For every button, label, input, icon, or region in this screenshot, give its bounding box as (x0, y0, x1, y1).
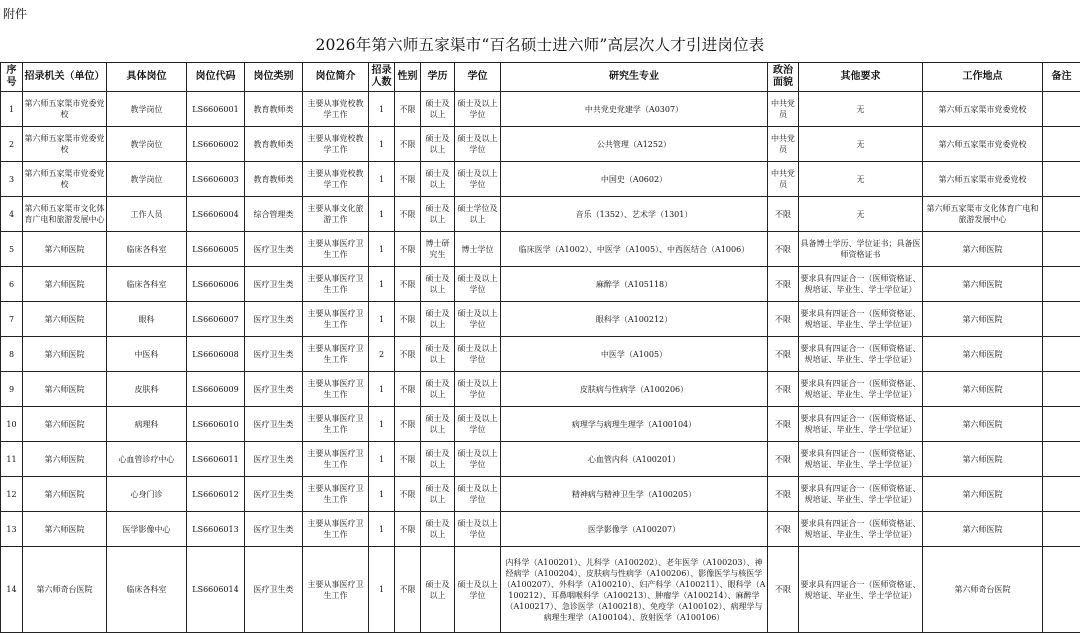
table-row (1, 512, 1080, 547)
column-header: 招录人数 (369, 63, 395, 92)
major-cell: 中国史（A0602） (501, 162, 768, 197)
position-cell: 眼科 (107, 302, 187, 337)
major-cell: 临床医学（A1002）、中医学（A1005）、中西医结合（A1006） (501, 232, 768, 267)
remarks-cell (1043, 127, 1080, 162)
requirements-cell: 无 (799, 92, 923, 127)
major-cell: 病理学与病理生理学（A100104） (501, 407, 768, 442)
political-cell: 中共党员 (768, 127, 799, 162)
table-row (1, 127, 1080, 162)
education-cell: 硕士及以上 (421, 372, 455, 407)
position-cell: 临床各科室 (107, 547, 187, 633)
remarks-cell (1043, 372, 1080, 407)
degree-cell: 硕士及以上学位 (455, 442, 501, 477)
agency-cell: 第六师医院 (23, 407, 107, 442)
table-row (1, 442, 1080, 477)
table-row (1, 162, 1080, 197)
category-cell: 教育教师类 (245, 127, 303, 162)
intro-cell: 主要从事党校教学工作 (303, 162, 369, 197)
remarks-cell (1043, 197, 1080, 232)
agency-cell: 第六师五家渠市文化体育广电和旅游发展中心 (23, 197, 107, 232)
count-cell: 1 (369, 267, 395, 302)
serial-cell: 8 (1, 337, 23, 372)
attachment-label: 附件 (3, 7, 28, 21)
degree-cell: 硕士及以上学位 (455, 337, 501, 372)
remarks-cell (1043, 267, 1080, 302)
gender-cell: 不限 (395, 337, 421, 372)
political-cell: 不限 (768, 547, 799, 633)
count-cell: 1 (369, 162, 395, 197)
table-row (1, 477, 1080, 512)
table-row (1, 547, 1080, 633)
remarks-cell (1043, 547, 1080, 633)
degree-cell: 硕士及以上学位 (455, 547, 501, 633)
degree-cell: 硕士及以上学位 (455, 92, 501, 127)
intro-cell: 主要从事医疗卫生工作 (303, 547, 369, 633)
gender-cell: 不限 (395, 92, 421, 127)
major-cell: 心血管内科（A100201） (501, 442, 768, 477)
education-cell: 硕士及以上 (421, 407, 455, 442)
major-cell: 眼科学（A100212） (501, 302, 768, 337)
requirements-cell: 无 (799, 127, 923, 162)
count-cell: 1 (369, 477, 395, 512)
position-cell: 工作人员 (107, 197, 187, 232)
agency-cell: 第六师医院 (23, 442, 107, 477)
count-cell: 1 (369, 197, 395, 232)
political-cell: 不限 (768, 372, 799, 407)
category-cell: 医疗卫生类 (245, 547, 303, 633)
remarks-cell (1043, 302, 1080, 337)
degree-cell: 硕士及以上学位 (455, 267, 501, 302)
remarks-cell (1043, 477, 1080, 512)
requirements-cell: 要求具有四证合一（医师资格证、规培证、毕业生、学士学位证） (799, 442, 923, 477)
education-cell: 硕士及以上 (421, 302, 455, 337)
table-row (1, 337, 1080, 372)
serial-cell: 11 (1, 442, 23, 477)
remarks-cell (1043, 442, 1080, 477)
agency-cell: 第六师医院 (23, 232, 107, 267)
political-cell: 不限 (768, 302, 799, 337)
serial-cell: 7 (1, 302, 23, 337)
degree-cell: 硕士及以上学位 (455, 162, 501, 197)
count-cell: 1 (369, 547, 395, 633)
agency-cell: 第六师奇台医院 (23, 547, 107, 633)
major-cell: 皮肤病与性病学（A100206） (501, 372, 768, 407)
table-row (1, 302, 1080, 337)
code-cell: LS6606006 (187, 267, 245, 302)
category-cell: 医疗卫生类 (245, 337, 303, 372)
column-header: 岗位代码 (187, 63, 245, 92)
table-row (1, 92, 1080, 127)
category-cell: 医疗卫生类 (245, 267, 303, 302)
column-header: 研究生专业 (501, 63, 768, 92)
code-cell: LS6606003 (187, 162, 245, 197)
remarks-cell (1043, 162, 1080, 197)
agency-cell: 第六师医院 (23, 337, 107, 372)
count-cell: 1 (369, 372, 395, 407)
education-cell: 硕士及以上 (421, 197, 455, 232)
major-cell: 音乐（1352）、艺术学（1301） (501, 197, 768, 232)
location-cell: 第六师医院 (923, 477, 1043, 512)
position-cell: 心身门诊 (107, 477, 187, 512)
agency-cell: 第六师医院 (23, 372, 107, 407)
major-cell: 中共党史党建学（A0307） (501, 92, 768, 127)
location-cell: 第六师医院 (923, 232, 1043, 267)
position-cell: 临床各科室 (107, 232, 187, 267)
major-cell: 麻醉学（A105118） (501, 267, 768, 302)
category-cell: 医疗卫生类 (245, 372, 303, 407)
remarks-cell (1043, 512, 1080, 547)
agency-cell: 第六师五家渠市党委党校 (23, 92, 107, 127)
gender-cell: 不限 (395, 232, 421, 267)
location-cell: 第六师医院 (923, 407, 1043, 442)
serial-cell: 12 (1, 477, 23, 512)
intro-cell: 主要从事医疗卫生工作 (303, 372, 369, 407)
location-cell: 第六师五家渠市党委党校 (923, 162, 1043, 197)
position-cell: 心血管诊疗中心 (107, 442, 187, 477)
education-cell: 硕士及以上 (421, 512, 455, 547)
political-cell: 不限 (768, 232, 799, 267)
requirements-cell: 具备博士学历、学位证书；具备医师资格证书 (799, 232, 923, 267)
document-title: 2026年第六师五家渠市“百名硕士进六师”高层次人才引进岗位表 (315, 36, 765, 54)
serial-cell: 14 (1, 547, 23, 633)
count-cell: 1 (369, 232, 395, 267)
intro-cell: 主要从事医疗卫生工作 (303, 442, 369, 477)
column-header: 政治面貌 (768, 63, 799, 92)
major-cell: 中医学（A1005） (501, 337, 768, 372)
major-cell: 公共管理（A1252） (501, 127, 768, 162)
requirements-cell: 要求具有四证合一（医师资格证、规培证、毕业生、学士学位证） (799, 337, 923, 372)
location-cell: 第六师奇台医院 (923, 547, 1043, 633)
serial-cell: 6 (1, 267, 23, 302)
degree-cell: 硕士及以上学位 (455, 407, 501, 442)
code-cell: LS6606005 (187, 232, 245, 267)
serial-cell: 9 (1, 372, 23, 407)
category-cell: 教育教师类 (245, 92, 303, 127)
position-cell: 教学岗位 (107, 127, 187, 162)
count-cell: 1 (369, 442, 395, 477)
location-cell: 第六师五家渠市文化体育广电和旅游发展中心 (923, 197, 1043, 232)
remarks-cell (1043, 92, 1080, 127)
remarks-cell (1043, 407, 1080, 442)
education-cell: 硕士及以上 (421, 547, 455, 633)
table-row (1, 232, 1080, 267)
requirements-cell: 要求具有四证合一（医师资格证、规培证、毕业生、学士学位证） (799, 477, 923, 512)
location-cell: 第六师医院 (923, 442, 1043, 477)
education-cell: 硕士及以上 (421, 267, 455, 302)
column-header: 备注 (1043, 63, 1080, 92)
gender-cell: 不限 (395, 127, 421, 162)
education-cell: 硕士及以上 (421, 442, 455, 477)
political-cell: 不限 (768, 197, 799, 232)
category-cell: 医疗卫生类 (245, 512, 303, 547)
gender-cell: 不限 (395, 267, 421, 302)
intro-cell: 主要从事党校教学工作 (303, 92, 369, 127)
gender-cell: 不限 (395, 162, 421, 197)
gender-cell: 不限 (395, 407, 421, 442)
table-row (1, 407, 1080, 442)
code-cell: LS6606010 (187, 407, 245, 442)
serial-cell: 3 (1, 162, 23, 197)
gender-cell: 不限 (395, 197, 421, 232)
count-cell: 1 (369, 302, 395, 337)
location-cell: 第六师五家渠市党委党校 (923, 92, 1043, 127)
education-cell: 硕士及以上 (421, 162, 455, 197)
category-cell: 医疗卫生类 (245, 477, 303, 512)
code-cell: LS6606014 (187, 547, 245, 633)
code-cell: LS6606012 (187, 477, 245, 512)
column-header: 性别 (395, 63, 421, 92)
intro-cell: 主要从事医疗卫生工作 (303, 407, 369, 442)
position-cell: 医学影像中心 (107, 512, 187, 547)
gender-cell: 不限 (395, 442, 421, 477)
location-cell: 第六师医院 (923, 372, 1043, 407)
code-cell: LS6606002 (187, 127, 245, 162)
political-cell: 不限 (768, 337, 799, 372)
political-cell: 中共党员 (768, 162, 799, 197)
position-cell: 临床各科室 (107, 267, 187, 302)
degree-cell: 硕士及以上学位 (455, 302, 501, 337)
intro-cell: 主要从事医疗卫生工作 (303, 477, 369, 512)
position-cell: 中医科 (107, 337, 187, 372)
serial-cell: 5 (1, 232, 23, 267)
intro-cell: 主要从事医疗卫生工作 (303, 267, 369, 302)
category-cell: 医疗卫生类 (245, 407, 303, 442)
major-cell: 精神病与精神卫生学（A100205） (501, 477, 768, 512)
serial-cell: 10 (1, 407, 23, 442)
degree-cell: 硕士及以上学位 (455, 372, 501, 407)
education-cell: 硕士及以上 (421, 92, 455, 127)
gender-cell: 不限 (395, 512, 421, 547)
requirements-cell: 要求具有四证合一（医师资格证、规培证、毕业生、学士学位证） (799, 372, 923, 407)
agency-cell: 第六师医院 (23, 477, 107, 512)
intro-cell: 主要从事医疗卫生工作 (303, 302, 369, 337)
agency-cell: 第六师医院 (23, 512, 107, 547)
count-cell: 1 (369, 92, 395, 127)
requirements-cell: 无 (799, 197, 923, 232)
position-cell: 病理科 (107, 407, 187, 442)
location-cell: 第六师五家渠市党委党校 (923, 127, 1043, 162)
column-header: 招录机关（单位） (23, 63, 107, 92)
category-cell: 医疗卫生类 (245, 442, 303, 477)
column-header: 岗位简介 (303, 63, 369, 92)
position-cell: 皮肤科 (107, 372, 187, 407)
table-header-row (1, 63, 1080, 92)
requirements-cell: 要求具有四证合一（医师资格证、规培证、毕业生、学士学位证） (799, 267, 923, 302)
political-cell: 不限 (768, 267, 799, 302)
political-cell: 不限 (768, 512, 799, 547)
agency-cell: 第六师五家渠市党委党校 (23, 127, 107, 162)
degree-cell: 硕士及以上学位 (455, 512, 501, 547)
positions-table (0, 62, 1080, 633)
code-cell: LS6606008 (187, 337, 245, 372)
requirements-cell: 要求具有四证合一（医师资格证、规培证、毕业生、学士学位证） (799, 512, 923, 547)
count-cell: 1 (369, 407, 395, 442)
serial-cell: 1 (1, 92, 23, 127)
code-cell: LS6606007 (187, 302, 245, 337)
serial-cell: 13 (1, 512, 23, 547)
agency-cell: 第六师五家渠市党委党校 (23, 162, 107, 197)
column-header: 学位 (455, 63, 501, 92)
degree-cell: 硕士学位及以上 (455, 197, 501, 232)
category-cell: 医疗卫生类 (245, 302, 303, 337)
degree-cell: 博士学位 (455, 232, 501, 267)
requirements-cell: 要求具有四证合一（医师资格证、规培证、毕业生、学士学位证） (799, 407, 923, 442)
code-cell: LS6606013 (187, 512, 245, 547)
column-header: 其他要求 (799, 63, 923, 92)
table-row (1, 267, 1080, 302)
intro-cell: 主要从事医疗卫生工作 (303, 337, 369, 372)
column-header: 工作地点 (923, 63, 1043, 92)
table-row (1, 372, 1080, 407)
education-cell: 硕士及以上 (421, 127, 455, 162)
code-cell: LS6606011 (187, 442, 245, 477)
intro-cell: 主要从事医疗卫生工作 (303, 512, 369, 547)
location-cell: 第六师医院 (923, 337, 1043, 372)
category-cell: 医疗卫生类 (245, 232, 303, 267)
intro-cell: 主要从事党校教学工作 (303, 127, 369, 162)
count-cell: 1 (369, 127, 395, 162)
location-cell: 第六师医院 (923, 512, 1043, 547)
remarks-cell (1043, 232, 1080, 267)
position-cell: 教学岗位 (107, 162, 187, 197)
code-cell: LS6606009 (187, 372, 245, 407)
intro-cell: 主要从事医疗卫生工作 (303, 232, 369, 267)
table-row (1, 197, 1080, 232)
column-header: 学历 (421, 63, 455, 92)
position-cell: 教学岗位 (107, 92, 187, 127)
education-cell: 硕士及以上 (421, 477, 455, 512)
count-cell: 1 (369, 512, 395, 547)
education-cell: 硕士及以上 (421, 337, 455, 372)
gender-cell: 不限 (395, 372, 421, 407)
political-cell: 不限 (768, 477, 799, 512)
code-cell: LS6606004 (187, 197, 245, 232)
intro-cell: 主要从事文化旅游工作 (303, 197, 369, 232)
requirements-cell: 要求具有四证合一（医师资格证、规培证、毕业生、学士学位证） (799, 547, 923, 633)
gender-cell: 不限 (395, 547, 421, 633)
education-cell: 博士研究生 (421, 232, 455, 267)
requirements-cell: 无 (799, 162, 923, 197)
category-cell: 教育教师类 (245, 162, 303, 197)
major-cell: 医学影像学（A100207） (501, 512, 768, 547)
count-cell: 2 (369, 337, 395, 372)
gender-cell: 不限 (395, 302, 421, 337)
code-cell: LS6606001 (187, 92, 245, 127)
category-cell: 综合管理类 (245, 197, 303, 232)
political-cell: 中共党员 (768, 92, 799, 127)
agency-cell: 第六师医院 (23, 267, 107, 302)
location-cell: 第六师医院 (923, 267, 1043, 302)
location-cell: 第六师医院 (923, 302, 1043, 337)
remarks-cell (1043, 337, 1080, 372)
agency-cell: 第六师医院 (23, 302, 107, 337)
requirements-cell: 要求具有四证合一（医师资格证、规培证、毕业生、学士学位证） (799, 302, 923, 337)
major-cell: 内科学（A100201）、儿科学（A100202）、老年医学（A100203）、神经病学（A100204）、皮肤病与性病学（A100206）、影像医学与核医学（A100207）、外科学（A100210）、妇产科学（A100211）、眼科学（A100212）、耳鼻咽喉科学（A100213）、肿瘤学（A100214）、麻醉学（A100217）、急诊医学（A100218）、免疫学（A100102）、病理学与病理生理学（A100104）、放射医学（A100106） (501, 547, 768, 633)
serial-cell: 4 (1, 197, 23, 232)
political-cell: 不限 (768, 442, 799, 477)
column-header: 岗位类别 (245, 63, 303, 92)
column-header: 具体岗位 (107, 63, 187, 92)
degree-cell: 硕士及以上学位 (455, 127, 501, 162)
degree-cell: 硕士及以上学位 (455, 477, 501, 512)
column-header: 序号 (1, 63, 23, 92)
serial-cell: 2 (1, 127, 23, 162)
political-cell: 不限 (768, 407, 799, 442)
gender-cell: 不限 (395, 477, 421, 512)
